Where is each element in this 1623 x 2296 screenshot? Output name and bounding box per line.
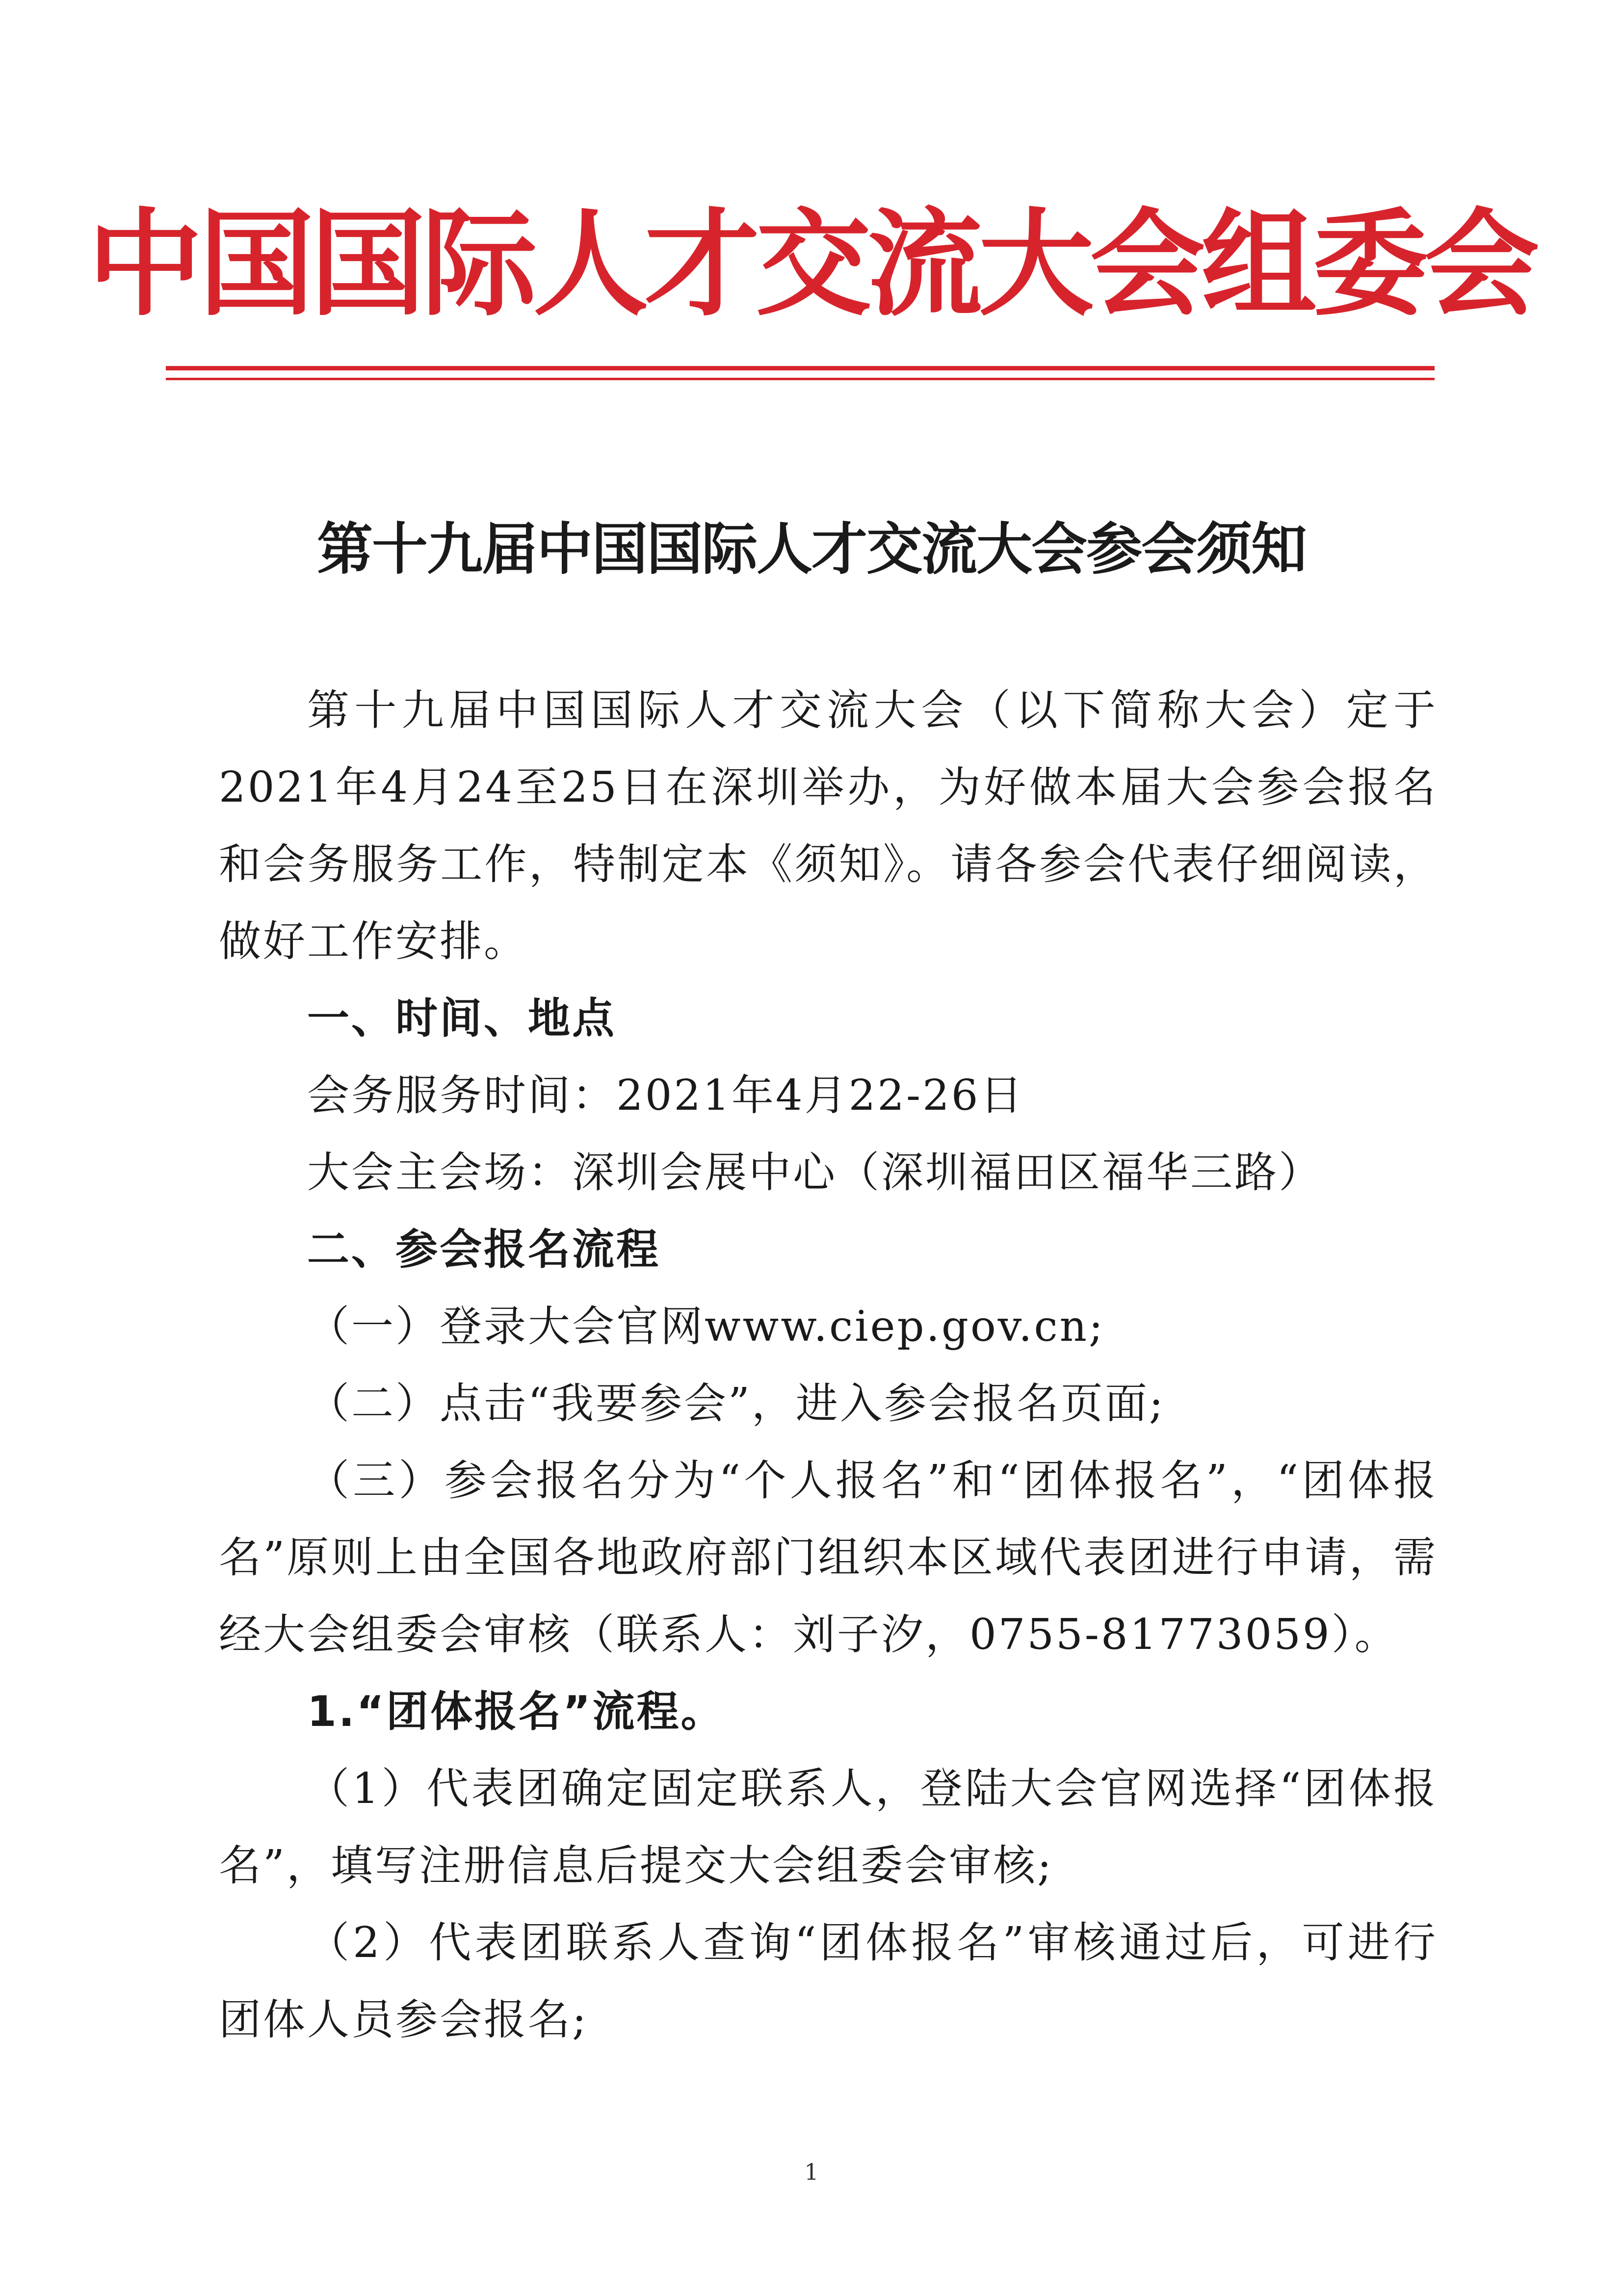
subheading-group-registration: 1.“团体报名”流程。 bbox=[307, 1687, 725, 1736]
registration-step-1: （一）登录大会官网www.ciep.gov.cn; bbox=[307, 1302, 1105, 1351]
header-red-rule bbox=[166, 366, 1435, 370]
document-body bbox=[219, 672, 1438, 2059]
group-step-1: （1）代表团确定固定联系人，登陆大会官网选择“团体报名”，填写注册信息后提交大会组委会审核; bbox=[219, 1764, 1438, 1890]
header-red-rule-thin bbox=[166, 378, 1435, 380]
page-number: 1 bbox=[804, 2159, 819, 2185]
registration-step-3: （三）参会报名分为“个人报名”和“团体报名”，“团体报名”原则上由全国各地政府部门组织本区域代表团进行申请，需经大会组委会审核（联系人：刘子汐，0755-81773059）。 bbox=[219, 1456, 1438, 1659]
group-step-2: （2）代表团联系人查询“团体报名”审核通过后，可进行团体人员参会报名; bbox=[219, 1918, 1438, 2044]
org-header-title: 中国国际人才交流大会组委会 bbox=[87, 198, 1536, 332]
section-heading-time-place: 一、时间、地点 bbox=[307, 994, 616, 1043]
registration-step-2: （二）点击“我要参会”，进入参会报名页面; bbox=[307, 1379, 1165, 1428]
document-title: 第十九届中国国际人才交流大会参会须知 bbox=[316, 517, 1306, 582]
service-time-line: 会务服务时间：2021年4月22-26日 bbox=[307, 1071, 1024, 1120]
section-heading-registration: 二、参会报名流程 bbox=[307, 1225, 660, 1274]
intro-paragraph: 第十九届中国国际人才交流大会（以下简称大会）定于2021年4月24至25日在深圳举办，为好做本届大会参会报名和会务服务工作，特制定本《须知》。请各参会代表仔细阅读，做好工作安排。 bbox=[219, 686, 1438, 966]
main-venue-line: 大会主会场：深圳会展中心（深圳福田区福华三路） bbox=[307, 1148, 1323, 1197]
